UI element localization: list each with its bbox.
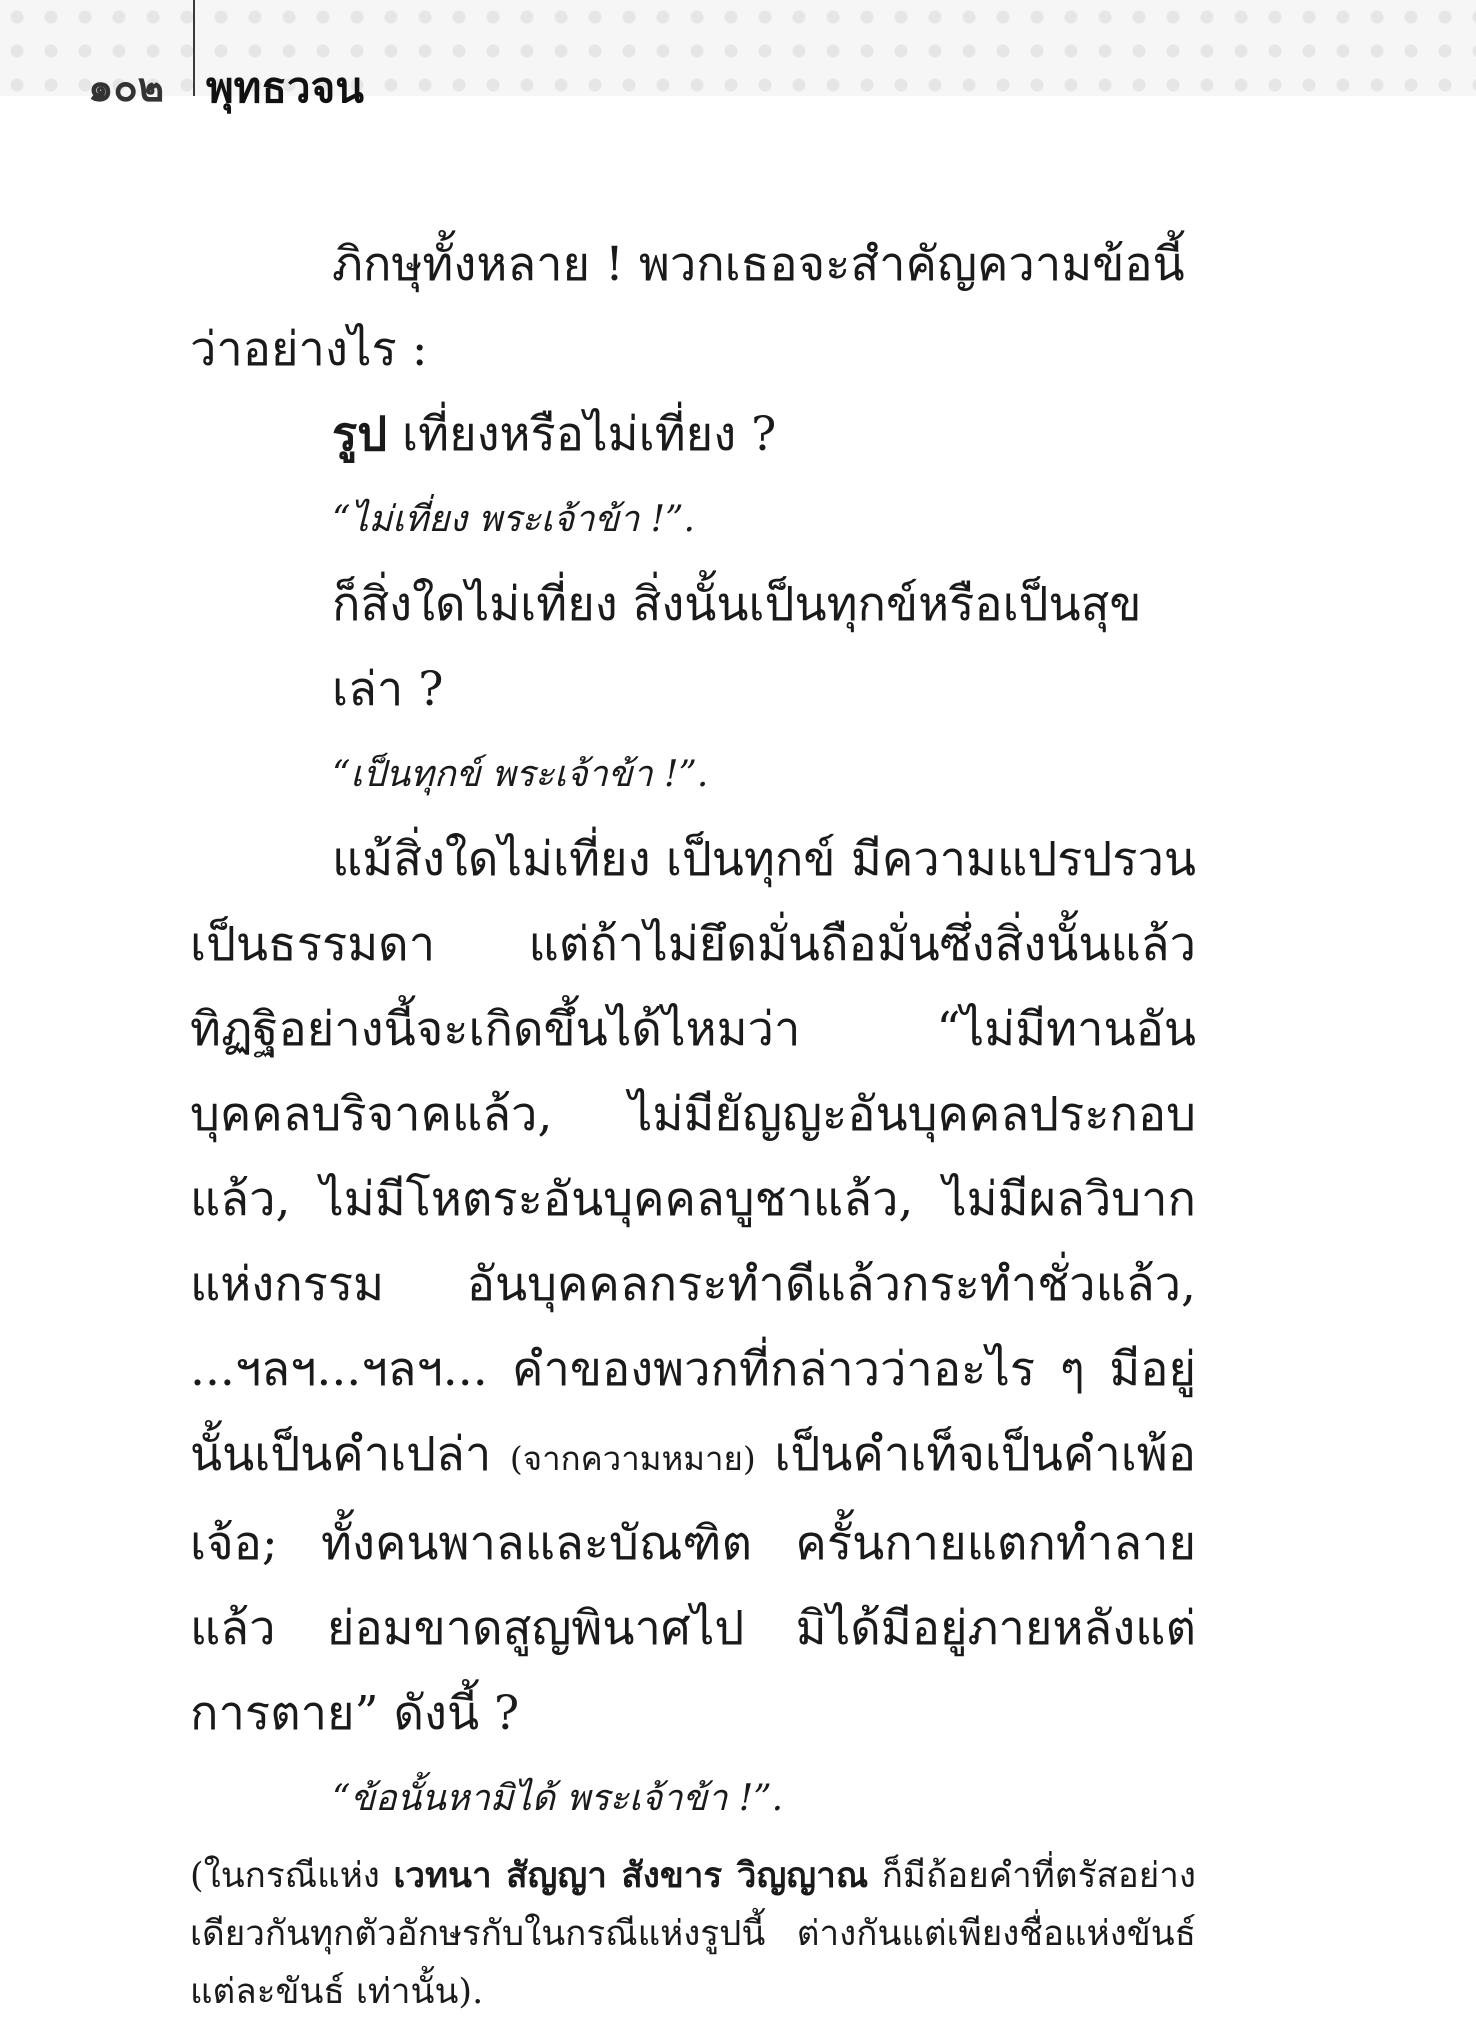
footnote-rest: ก็มีถ้อยคำที่ตรัสอย่างเดียวกันทุกตัวอักษรกับในกรณีแห่งรูปนี้ ต่างกันแต่เพียงชื่อแห่งขันธ์แต่ละขันธ์ เท่านั้น). — [190, 1856, 1196, 2012]
page-content — [190, 222, 1196, 2021]
question-3-part-1: แม้สิ่งใดไม่เที่ยง เป็นทุกข์ มีความแปรปรวนเป็นธรรมดา แต่ถ้าไม่ยึดมั่นถือมั่นซึ่งสิ่งนั้นแล้ว ทิฏฐิอย่างนี้จะเกิดขึ้นได้ไหมว่า “ไม่มีทานอันบุคคลบริจาคแล้ว, ไม่มียัญญะอันบุคคลประกอบแล้ว, ไม่มีโหตระอันบุคคลบูชาแล้ว, ไม่มีผลวิบากแห่งกรรม อันบุคคลกระทำดีแล้วกระทำชั่วแล้ว, ...ฯลฯ...ฯลฯ... คำของพวกที่กล่าวว่าอะไร ๆ มีอยู่นั้นเป็นคำเปล่า — [190, 832, 1196, 1482]
page-number: ๑๐๒ — [88, 64, 165, 111]
question-1 — [190, 392, 1196, 477]
intro-paragraph: ภิกษุทั้งหลาย ! พวกเธอจะสำคัญความข้อนี้ว่าอย่างไร : — [190, 237, 1185, 377]
question-1-text: เที่ยงหรือไม่เที่ยง ? — [387, 407, 777, 462]
footnote-prefix: (ในกรณีแห่ง — [190, 1856, 394, 1896]
answer-1: “ไม่เที่ยง พระเจ้าข้า !”. — [332, 499, 695, 540]
footnote-terms: เวทนา สัญญา สังขาร วิญญาณ — [393, 1855, 869, 1896]
question-3-part-2: เป็นคำเท็จเป็นคำเพ้อเจ้อ; ทั้งคนพาลและบัณฑิต ครั้นกายแตกทำลายแล้ว ย่อมขาดสูญพินาศไป มิได้มีอยู่ภายหลังแต่การตาย” ดังนี้ ? — [190, 1427, 1196, 1741]
question-3 — [190, 817, 1196, 1756]
header-divider — [193, 0, 195, 96]
answer-2: “เป็นทุกข์ พระเจ้าข้า !”. — [332, 754, 709, 795]
question-3-parenthetical: (จากความหมาย) — [509, 1439, 756, 1478]
book-title: พุทธวจน — [206, 63, 364, 112]
question-1-term: รูป — [332, 407, 388, 462]
answer-3: “ข้อนั้นหามิได้ พระเจ้าข้า !”. — [332, 1778, 784, 1819]
footnote — [190, 1847, 1196, 2021]
question-2: ก็สิ่งใดไม่เที่ยง สิ่งนั้นเป็นทุกข์หรือเป็นสุขเล่า ? — [332, 577, 1142, 717]
